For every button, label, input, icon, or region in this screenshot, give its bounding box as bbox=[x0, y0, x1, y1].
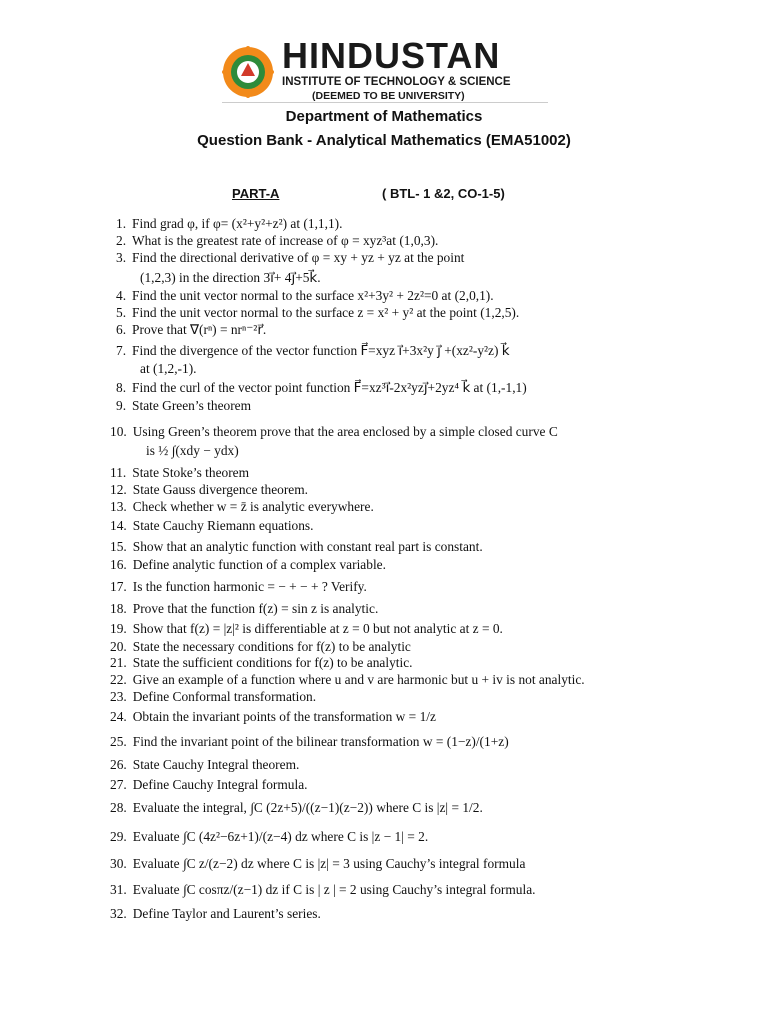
emblem-icon bbox=[222, 46, 274, 98]
question-item bbox=[110, 906, 321, 922]
question-text: Evaluate ∫C z/(z−2) dz where C is |z| = 3 using Cauchy’s integral formula bbox=[132, 856, 526, 871]
question-item bbox=[110, 757, 299, 773]
question-number: 26. bbox=[110, 757, 127, 772]
question-item bbox=[110, 557, 386, 573]
question-text: State the sufficient conditions for f(z) to be analytic. bbox=[132, 655, 413, 670]
question-text: State Cauchy Riemann equations. bbox=[132, 518, 314, 533]
part-label: PART-A bbox=[232, 186, 280, 201]
question-text: Find the invariant point of the bilinear transformation w = (1−z)/(1+z) bbox=[132, 734, 509, 749]
question-text: Show that f(z) = |z|² is differentiable at z = 0 but not analytic at z = 0. bbox=[132, 621, 503, 636]
question-item bbox=[110, 518, 313, 534]
question-item bbox=[110, 856, 525, 872]
level-label: ( BTL- 1 &2, CO-1-5) bbox=[382, 186, 505, 201]
question-item bbox=[110, 800, 483, 816]
question-text: Prove that the function f(z) = sin z is analytic. bbox=[132, 601, 379, 616]
question-number: 20. bbox=[110, 639, 127, 654]
question-text: State Gauss divergence theorem. bbox=[132, 482, 309, 497]
question-item bbox=[110, 882, 536, 898]
question-item bbox=[110, 689, 316, 705]
question-number: 28. bbox=[110, 800, 127, 815]
question-item bbox=[110, 424, 558, 440]
question-item bbox=[110, 709, 436, 725]
question-number: 5. bbox=[116, 305, 127, 320]
question-text: Is the function harmonic = − + − + ? Verify. bbox=[132, 579, 367, 594]
question-number: 29. bbox=[110, 829, 127, 844]
question-text: Define analytic function of a complex variable. bbox=[132, 557, 386, 572]
question-number: 32. bbox=[110, 906, 127, 921]
question-item bbox=[110, 465, 249, 481]
question-item bbox=[116, 322, 266, 338]
question-text: Define Cauchy Integral formula. bbox=[132, 777, 308, 792]
question-number: 31. bbox=[110, 882, 127, 897]
institution-logo bbox=[222, 35, 548, 102]
question-item bbox=[110, 482, 308, 498]
question-text: State Green’s theorem bbox=[132, 398, 252, 413]
question-number: 4. bbox=[116, 288, 127, 303]
question-text: Evaluate ∫C cosπz/(z−1) dz if C is | z | = 2 using Cauchy’s integral formula. bbox=[132, 882, 536, 897]
question-item bbox=[110, 539, 483, 555]
question-text: Find the unit vector normal to the surface x²+3y² + 2z²=0 at (2,0,1). bbox=[132, 288, 494, 303]
question-text: State Cauchy Integral theorem. bbox=[132, 757, 300, 772]
question-text: Show that an analytic function with constant real part is constant. bbox=[132, 539, 483, 554]
question-text: Evaluate ∫C (4z²−6z+1)/(z−4) dz where C is |z − 1| = 2. bbox=[132, 829, 429, 844]
question-text: Evaluate the integral, ∫C (2z+5)/((z−1)(z−2)) where C is |z| = 1/2. bbox=[132, 800, 483, 815]
question-item bbox=[110, 579, 367, 595]
question-number: 6. bbox=[116, 322, 127, 337]
question-text: Give an example of a function where u and v are harmonic but u + iv is not analytic. bbox=[132, 672, 585, 687]
question-text: Find the unit vector normal to the surface z = x² + y² at the point (1,2,5). bbox=[132, 305, 520, 320]
question-item bbox=[116, 380, 527, 396]
question-number: 14. bbox=[110, 518, 127, 533]
question-number: 21. bbox=[110, 655, 127, 670]
question-text: Prove that ∇(rⁿ) = nrⁿ⁻²r⃗. bbox=[132, 322, 267, 337]
question-number: 16. bbox=[110, 557, 127, 572]
question-text: State the necessary conditions for f(z) to be analytic bbox=[132, 639, 411, 654]
question-number: 9. bbox=[116, 398, 127, 413]
question-text: Check whether w = z̄ is analytic everywhere. bbox=[132, 499, 374, 514]
question-continuation: at (1,2,-1). bbox=[140, 361, 197, 376]
question-item bbox=[110, 499, 374, 515]
question-text: Define Taylor and Laurent’s series. bbox=[132, 906, 321, 921]
question-text: Define Conformal transformation. bbox=[132, 689, 317, 704]
question-number: 10. bbox=[110, 424, 127, 439]
question-text: Obtain the invariant points of the transformation w = 1/z bbox=[132, 709, 436, 724]
question-item bbox=[116, 305, 519, 321]
question-number: 3. bbox=[116, 250, 127, 265]
question-number: 27. bbox=[110, 777, 127, 792]
question-number: 25. bbox=[110, 734, 127, 749]
question-item bbox=[116, 343, 510, 359]
question-number: 22. bbox=[110, 672, 127, 687]
question-continuation: is ½ ∫(xdy − ydx) bbox=[146, 443, 239, 458]
question-continuation: (1,2,3) in the direction 3i⃗+ 4j⃗+5k⃗. bbox=[140, 270, 321, 285]
question-number: 23. bbox=[110, 689, 127, 704]
question-text: What is the greatest rate of increase of φ = xyz³at (1,0,3). bbox=[132, 233, 439, 248]
question-item bbox=[110, 829, 428, 845]
question-item bbox=[110, 734, 509, 750]
question-number: 8. bbox=[116, 380, 127, 395]
question-item bbox=[110, 655, 413, 671]
department-title: Department of Mathematics bbox=[285, 108, 483, 125]
question-item bbox=[116, 398, 251, 414]
question-number: 30. bbox=[110, 856, 127, 871]
question-number: 2. bbox=[116, 233, 127, 248]
question-text: State Stoke’s theorem bbox=[132, 465, 250, 480]
question-text: Find the curl of the vector point function F⃗=xz³i⃗-2x²yzj⃗+2yz⁴ k⃗ at (1,-1,1) bbox=[132, 380, 527, 395]
course-title: Question Bank - Analytical Mathematics (EMA51002) bbox=[197, 132, 571, 149]
question-item bbox=[110, 672, 585, 688]
question-item bbox=[110, 639, 411, 655]
question-number: 17. bbox=[110, 579, 127, 594]
question-text: Find the directional derivative of φ = xy + yz + yz at the point bbox=[132, 250, 465, 265]
question-item bbox=[116, 216, 342, 232]
question-item bbox=[116, 233, 438, 249]
question-number: 12. bbox=[110, 482, 127, 497]
question-number: 7. bbox=[116, 343, 127, 358]
question-text: Find the divergence of the vector function F⃗=xyz i⃗+3x²y j⃗ +(xz²-y²z) k⃗ bbox=[132, 343, 510, 358]
question-number: 19. bbox=[110, 621, 127, 636]
divider bbox=[222, 102, 548, 103]
question-number: 18. bbox=[110, 601, 127, 616]
question-item bbox=[110, 601, 378, 617]
question-item bbox=[110, 621, 503, 637]
question-item bbox=[116, 250, 464, 266]
question-text: Find grad φ, if φ= (x²+y²+z²) at (1,1,1). bbox=[132, 216, 343, 231]
question-number: 11. bbox=[110, 465, 127, 480]
question-item bbox=[116, 288, 494, 304]
logo-subtitle: INSTITUTE OF TECHNOLOGY & SCIENCE bbox=[282, 76, 511, 88]
question-number: 24. bbox=[110, 709, 127, 724]
question-number: 1. bbox=[116, 216, 127, 231]
question-number: 15. bbox=[110, 539, 127, 554]
logo-deemed: (DEEMED TO BE UNIVERSITY) bbox=[312, 90, 465, 102]
question-item bbox=[110, 777, 308, 793]
question-text: Using Green’s theorem prove that the area enclosed by a simple closed curve C bbox=[132, 424, 558, 439]
question-number: 13. bbox=[110, 499, 127, 514]
logo-name: HINDUSTAN bbox=[282, 35, 501, 76]
